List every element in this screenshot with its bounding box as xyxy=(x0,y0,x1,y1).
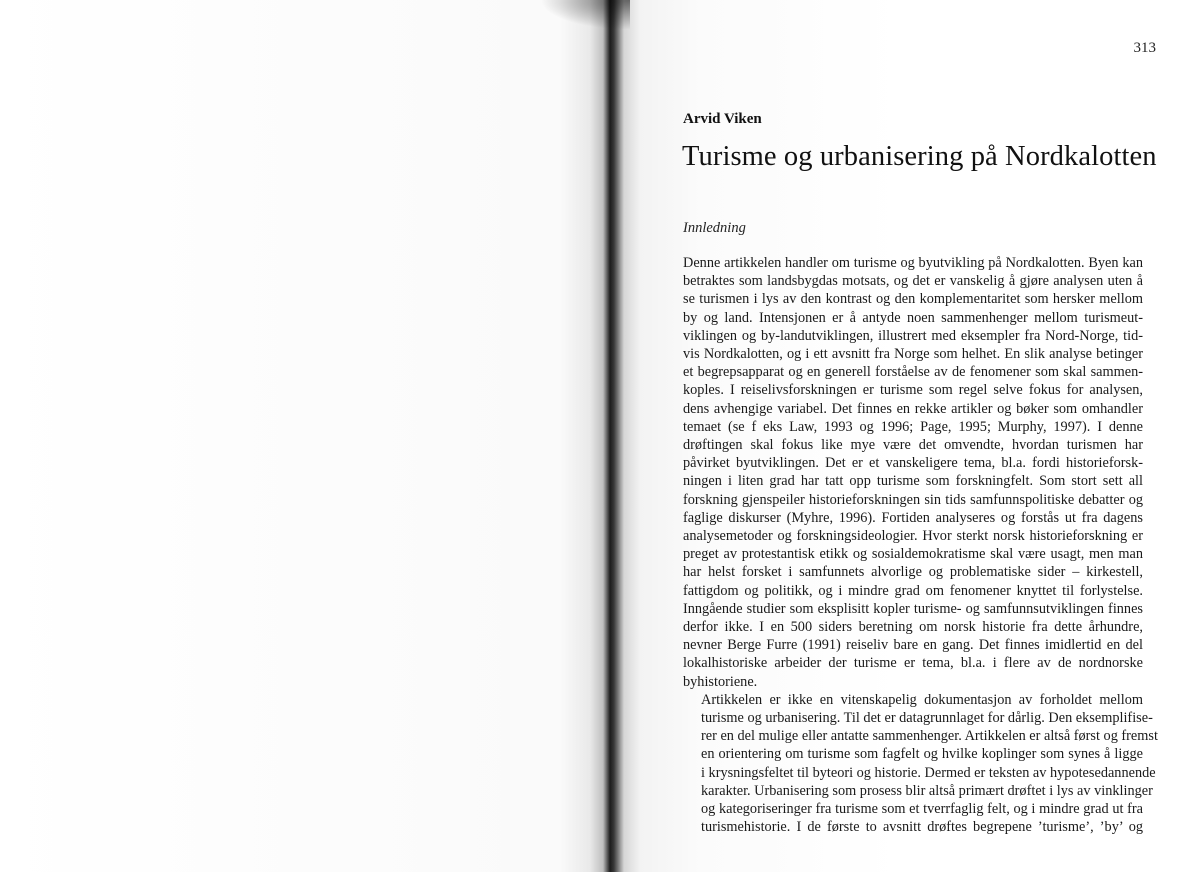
text-line: temaet (se f eks Law, 1993 og 1996; Page, 1995; Murphy, 1997). I denne xyxy=(683,418,1143,435)
text-line: dens avhengige variabel. Det finnes en rekke artikler og bøker som omhandler xyxy=(683,400,1143,417)
author-name: Arvid Viken xyxy=(683,111,762,127)
right-page xyxy=(612,0,1200,872)
text-line: rer en del mulige eller antatte sammenhenger. Artikkelen er altså først og fremst xyxy=(701,728,1158,745)
text-line: Denne artikkelen handler om turisme og byutvikling på Nordkalotten. Byen kan xyxy=(683,255,1143,271)
text-line: turismehistorie. I de første to avsnitt drøftes begrepene ’turisme’, ’by’ og xyxy=(701,819,1143,836)
text-line: derfor ikke. I en 500 siders beretning om norsk historie fra dette århundre, xyxy=(683,619,1143,636)
text-line: ningen i liten grad har tatt opp turisme som forskningfelt. Som stort sett all xyxy=(683,473,1143,490)
text-line: betraktes som landsbygdas motsats, og det er vanskelig å gjøre analysen uten å xyxy=(683,273,1143,290)
text-line: faglige diskurser (Myhre, 1996). Fortiden analyseres og forstås ut fra dagens xyxy=(683,509,1143,526)
text-line: et begrepsapparat og en generell forståelse av de fenomener som skal sammen- xyxy=(683,364,1143,381)
text-line: drøftingen skal fokus like mye være det omvendte, hvordan turismen har xyxy=(683,437,1143,454)
text-line: lokalhistoriske arbeider der turisme er tema, bl.a. i flere av de nordnorske xyxy=(683,655,1143,672)
article-title: Turisme og urbanisering på Nordkalotten xyxy=(682,141,1157,172)
text-line: preget av protestantisk etikk og sosialdemokratisme skal være usagt, men man xyxy=(683,546,1143,563)
text-line: koples. I reiselivsforskningen er turisme som regel selve fokus for analysen, xyxy=(683,382,1143,399)
text-line: viklingen og by-landutviklingen, illustrert med eksempler fra Nord-Norge, tid- xyxy=(683,327,1143,344)
text-line: påvirket byutviklingen. Det er et vanskeligere tema, bl.a. fordi historieforsk- xyxy=(683,455,1143,472)
text-line: Inngående studier som eksplisitt kopler turisme- og samfunnsutviklingen finnes xyxy=(683,600,1143,617)
text-line: forskning gjenspeiler historieforskningen sin tids samfunnspolitiske debatter og xyxy=(683,491,1143,508)
paragraph-2 xyxy=(683,691,1158,837)
text-line: vis Nordkalotten, og i ett avsnitt fra Norge som helhet. En slik analyse betinger xyxy=(683,346,1143,363)
text-line: Artikkelen er ikke en vitenskapelig dokumentasjon av forholdet mellom xyxy=(701,691,1143,708)
article-body xyxy=(683,254,1158,837)
section-heading: Innledning xyxy=(683,220,746,236)
text-line: fattigdom og politikk, og i mindre grad om fenomener knyttet til forlystelse. xyxy=(683,582,1143,599)
text-line: by og land. Intensjonen er å antyde noen sammenhenger mellom turismeut- xyxy=(683,309,1143,326)
text-line: nevner Berge Furre (1991) reiseliv bare en gang. Det finnes imidlertid en del xyxy=(683,637,1143,654)
text-line: byhistoriene. xyxy=(683,673,758,690)
text-line: karakter. Urbanisering som prosess blir altså primært drøftet i lys av vinklinger xyxy=(701,782,1153,799)
paragraph-1 xyxy=(683,254,1143,691)
text-line: og kategoriseringer fra turisme som et tverrfaglig felt, og i mindre grad ut fra xyxy=(701,801,1143,818)
text-line: se turismen i lys av den kontrast og den komplementaritet som hersker mellom xyxy=(683,291,1143,308)
text-line: i krysningsfeltet til byteori og historie. Dermed er teksten av hypotesedannende xyxy=(701,764,1156,781)
text-line: turisme og urbanisering. Til det er datagrunnlaget for dårlig. Den eksemplifise- xyxy=(701,710,1153,727)
page-number: 313 xyxy=(1133,40,1156,56)
text-line: har helst forsket i samfunnets alvorlige og problematiske sider – kirkestell, xyxy=(683,564,1143,581)
text-line: analysemetoder og forskningsideologier. Hvor sterkt norsk historieforskning er xyxy=(683,528,1143,545)
text-line: en orientering om turisme som fagfelt og hvilke koplinger som synes å ligge xyxy=(701,746,1143,763)
